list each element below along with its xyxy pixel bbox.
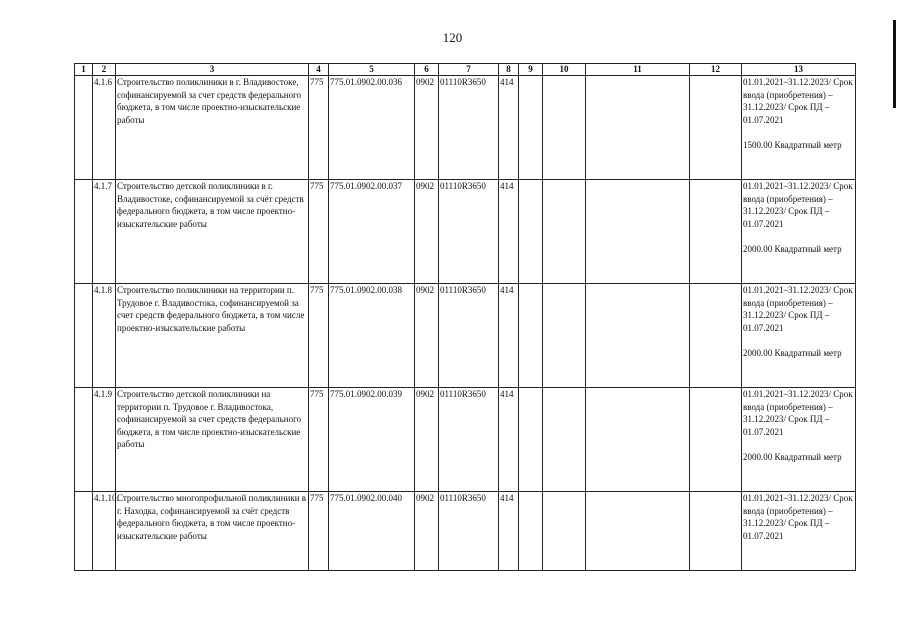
table-row xyxy=(75,284,856,388)
cell-c12 xyxy=(690,76,742,180)
empty-cell xyxy=(75,180,93,284)
cell-c9 xyxy=(519,180,543,284)
object-name: Строительство поликлиники на территории п. Трудовое г. Владивостока, софинансируемой за счет средств федерального бюджета, в том числе проектно-изыскательские работы xyxy=(116,284,309,388)
cell-c6: 0902 xyxy=(415,180,439,284)
column-header: 4 xyxy=(309,64,329,76)
cell-c13: 01.01.2021–31.12.2023/ Срок ввода (приобретения) – 31.12.2023/ Срок ПД – 01.07.2021 2000.00 Квадратный метр xyxy=(742,284,856,388)
cell-c5: 775.01.0902.00.038 xyxy=(329,284,415,388)
cell-c8: 414 xyxy=(499,76,519,180)
empty-cell xyxy=(75,284,93,388)
empty-cell xyxy=(75,76,93,180)
row-number: 4.1.8 xyxy=(93,284,116,388)
page-edge-bar xyxy=(893,20,896,108)
column-header: 2 xyxy=(93,64,116,76)
cell-c9 xyxy=(519,492,543,571)
cell-c9 xyxy=(519,284,543,388)
table-row xyxy=(75,388,856,492)
cell-c8: 414 xyxy=(499,388,519,492)
cell-c12 xyxy=(690,492,742,571)
cell-c13: 01.01.2021–31.12.2023/ Срок ввода (приобретения) – 31.12.2023/ Срок ПД – 01.07.2021 xyxy=(742,492,856,571)
row-number: 4.1.6 xyxy=(93,76,116,180)
object-name: Строительство многопрофильной поликлиники в г. Находка, софинансируемой за счёт средств федерального бюджета, в том числе проектно-изыскательские работы xyxy=(116,492,309,571)
cell-c11 xyxy=(586,388,690,492)
page-number: 120 xyxy=(442,30,463,45)
column-header: 1 xyxy=(75,64,93,76)
row-number: 4.1.9 xyxy=(93,388,116,492)
object-name: Строительство детской поликлиники в г. Владивостоке, софинансируемой за счёт средств федерального бюджета, в том числе проектно-изыскательские работы xyxy=(116,180,309,284)
column-header: 5 xyxy=(329,64,415,76)
column-header: 6 xyxy=(415,64,439,76)
empty-cell xyxy=(75,388,93,492)
cell-c8: 414 xyxy=(499,180,519,284)
cell-c8: 414 xyxy=(499,492,519,571)
cell-c4: 775 xyxy=(309,284,329,388)
row-number: 4.1.7 xyxy=(93,180,116,284)
row-number: 4.1.10. xyxy=(93,492,116,571)
cell-c6: 0902 xyxy=(415,284,439,388)
cell-c7: 01110R3650 xyxy=(439,388,499,492)
cell-c12 xyxy=(690,180,742,284)
empty-cell xyxy=(75,492,93,571)
cell-c10 xyxy=(543,76,586,180)
cell-c7: 01110R3650 xyxy=(439,492,499,571)
column-header: 12 xyxy=(690,64,742,76)
cell-c6: 0902 xyxy=(415,388,439,492)
cell-c7: 01110R3650 xyxy=(439,180,499,284)
cell-c10 xyxy=(543,284,586,388)
cell-c8: 414 xyxy=(499,284,519,388)
cell-c6: 0902 xyxy=(415,492,439,571)
cell-c11 xyxy=(586,284,690,388)
cell-c13: 01.01.2021–31.12.2023/ Срок ввода (приобретения) – 31.12.2023/ Срок ПД – 01.07.2021 2000.00 Квадратный метр xyxy=(742,388,856,492)
data-table xyxy=(74,63,856,571)
column-header: 9 xyxy=(519,64,543,76)
object-name: Строительство поликлиники в г. Владивостоке, софинансируемой за счет средств федерального бюджета, в том числе проектно-изыскательские работы xyxy=(116,76,309,180)
header-row xyxy=(75,64,856,76)
column-header: 7 xyxy=(439,64,499,76)
cell-c12 xyxy=(690,388,742,492)
column-header: 13 xyxy=(742,64,856,76)
cell-c9 xyxy=(519,388,543,492)
cell-c11 xyxy=(586,180,690,284)
table-row xyxy=(75,76,856,180)
cell-c5: 775.01.0902.00.036 xyxy=(329,76,415,180)
object-name: Строительство детской поликлиники на территории п. Трудовое г. Владивостока, софинансируемой за счет средств федерального бюджета, в том числе проектно-изыскательские работы xyxy=(116,388,309,492)
cell-c7: 01110R3650 xyxy=(439,284,499,388)
cell-c4: 775 xyxy=(309,76,329,180)
cell-c9 xyxy=(519,76,543,180)
cell-c10 xyxy=(543,388,586,492)
column-header: 11 xyxy=(586,64,690,76)
column-header: 10 xyxy=(543,64,586,76)
cell-c10 xyxy=(543,180,586,284)
cell-c5: 775.01.0902.00.040 xyxy=(329,492,415,571)
table-row xyxy=(75,492,856,571)
cell-c4: 775 xyxy=(309,180,329,284)
cell-c11 xyxy=(586,492,690,571)
cell-c11 xyxy=(586,76,690,180)
cell-c4: 775 xyxy=(309,388,329,492)
cell-c5: 775.01.0902.00.037 xyxy=(329,180,415,284)
cell-c7: 01110R3650 xyxy=(439,76,499,180)
cell-c13: 01.01.2021–31.12.2023/ Срок ввода (приобретения) – 31.12.2023/ Срок ПД – 01.07.2021 2000.00 Квадратный метр xyxy=(742,180,856,284)
cell-c10 xyxy=(543,492,586,571)
cell-c13: 01.01.2021–31.12.2023/ Срок ввода (приобретения) – 31.12.2023/ Срок ПД – 01.07.2021 1500.00 Квадратный метр xyxy=(742,76,856,180)
column-header: 3 xyxy=(116,64,309,76)
cell-c4: 775 xyxy=(309,492,329,571)
table-row xyxy=(75,180,856,284)
cell-c6: 0902 xyxy=(415,76,439,180)
column-header: 8 xyxy=(499,64,519,76)
cell-c12 xyxy=(690,284,742,388)
cell-c5: 775.01.0902.00.039 xyxy=(329,388,415,492)
